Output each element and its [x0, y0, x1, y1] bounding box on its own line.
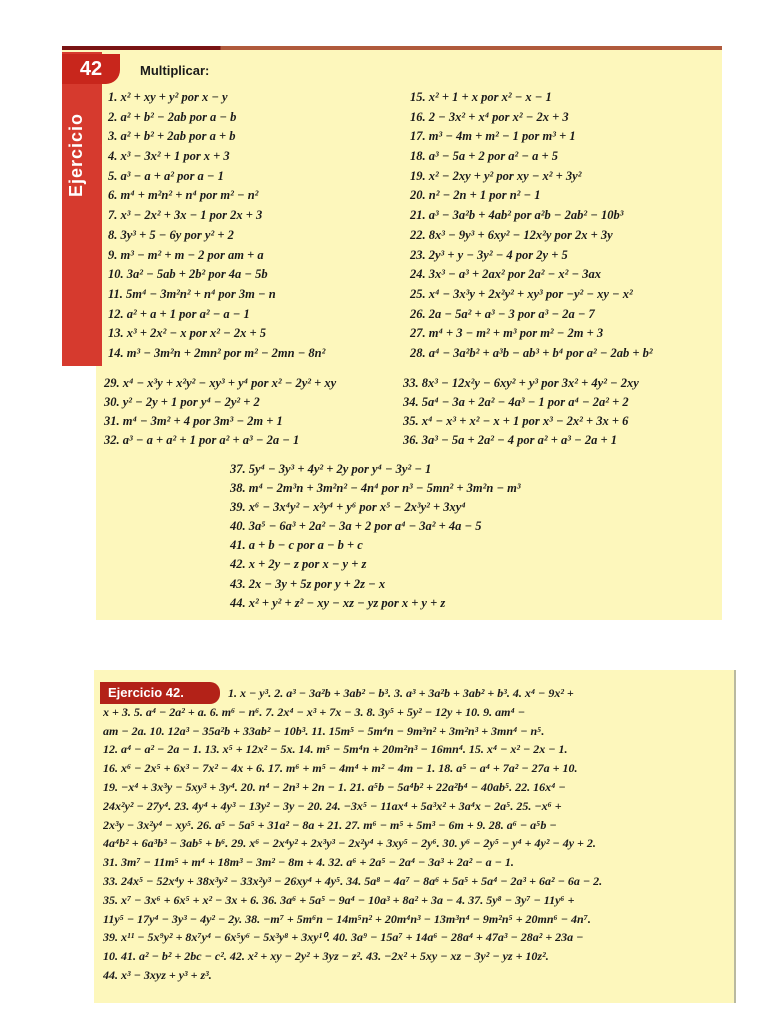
exercise-item: 6. m⁴ + m²n² + n⁴ por m² − n²	[108, 188, 259, 203]
exercise-item: 20. n² − 2n + 1 por n² − 1	[410, 188, 541, 203]
exercise-column-center	[230, 460, 521, 613]
exercise-item: 25. x⁴ − 3x³y + 2x²y² + xy³ por −y² − xy − x²	[410, 286, 633, 301]
exercise-item: 9. m³ − m² + m − 2 por am + a	[108, 247, 264, 262]
exercise-column-mid-right	[403, 374, 639, 450]
answer-line: 31. 3m⁷ − 11m⁵ + m⁴ + 18m³ − 3m² − 8m + 4. 32. a⁶ + 2a⁵ − 2a⁴ − 3a³ + 2a² − a − 1.	[103, 855, 514, 870]
exercise-instruction: Multiplicar:	[140, 63, 210, 78]
exercise-column-left	[108, 88, 325, 364]
exercise-item: 28. a⁴ − 3a²b² + a³b − ab³ + b⁴ por a² − 2ab + b²	[410, 345, 653, 360]
answer-line: 33. 24x⁵ − 52x⁴y + 38x³y² − 33x²y³ − 26xy⁴ + 4y⁵. 34. 5a⁸ − 4a⁷ − 8a⁶ + 5a⁵ + 5a⁴ − 2a³ + 6a² − 6a − 2.	[103, 873, 603, 888]
exercise-item: 2. a² + b² − 2ab por a − b	[108, 109, 237, 124]
answer-line: 10. 41. a² − b² + 2bc − c². 42. x² + xy − 2y² + 3yz − z². 43. −2x² + 5xy − xz − 3y² − yz + 10z².	[103, 949, 549, 964]
answer-line: 24x²y² − 27y⁴. 23. 4y⁴ + 4y³ − 13y² − 3y − 20. 24. −3x⁵ − 11ax⁴ + 5a³x² + 3a⁴x − 2a⁵. 25. −x⁶ +	[103, 798, 562, 813]
answer-line: 35. x⁷ − 3x⁶ + 6x⁵ + x² − 3x + 6. 36. 3a⁶ + 5a⁵ − 9a⁴ − 10a³ + 8a² + 3a − 4. 37. 5y⁸ − 3y⁷ − 11y⁶ +	[103, 892, 575, 907]
exercise-item: 1. x² + xy + y² por x − y	[108, 90, 228, 104]
exercise-item: 43. 2x − 3y + 5z por y + 2z − x	[230, 576, 386, 591]
answer-line: x + 3. 5. a⁴ − 2a² + a. 6. m⁶ − n⁶. 7. 2x⁴ − x³ + 7x − 3. 8. 3y⁵ + 5y² − 12y + 10. 9. am⁴ −	[103, 704, 525, 719]
exercise-item: 16. 2 − 3x² + x⁴ por x² − 2x + 3	[410, 109, 569, 124]
exercise-item: 31. m⁴ − 3m² + 4 por 3m³ − 2m + 1	[104, 414, 283, 428]
exercise-item: 44. x² + y² + z² − xy − xz − yz por x + y + z	[230, 595, 446, 610]
exercise-column-mid-left	[104, 374, 336, 450]
answers-title: Ejercicio 42.	[100, 682, 220, 704]
exercise-item: 33. 8x³ − 12x²y − 6xy² + y³ por 3x² + 4y² − 2xy	[403, 376, 639, 390]
answer-line: 16. x⁶ − 2x⁵ + 6x³ − 7x² − 4x + 6. 17. m⁶ + m⁵ − 4m⁴ + m² − 4m − 1. 18. a⁵ − a⁴ + 7a² − 27a + 10.	[103, 761, 578, 776]
exercise-item: 39. x⁶ − 3x⁴y² − x²y⁴ + y⁶ por x⁵ − 2x³y² + 3xy⁴	[230, 500, 466, 515]
exercise-item: 26. 2a − 5a² + a³ − 3 por a³ − 2a − 7	[410, 306, 595, 321]
exercise-item: 17. m³ − 4m + m² − 1 por m³ + 1	[410, 129, 576, 144]
exercise-item: 15. x² + 1 + x por x² − x − 1	[410, 90, 552, 104]
exercise-item: 23. 2y³ + y − 3y² − 4 por 2y + 5	[410, 247, 568, 262]
exercise-item: 24. 3x³ − a³ + 2ax² por 2a² − x² − 3ax	[410, 267, 601, 282]
exercise-item: 40. 3a⁵ − 6a³ + 2a² − 3a + 2 por a⁴ − 3a² + 4a − 5	[230, 519, 482, 534]
exercise-item: 18. a³ − 5a + 2 por a² − a + 5	[410, 149, 559, 164]
answer-line: 4a⁴b² + 6a³b³ − 3ab⁵ + b⁶. 29. x⁶ − 2x⁴y² + 2x³y³ − 2x²y⁴ + 3xy⁵ − 2y⁶. 30. y⁶ − 2y⁵ − y⁴ + 4y² − 4y + 2.	[103, 836, 596, 851]
exercise-item: 34. 5a⁴ − 3a + 2a² − 4a³ − 1 por a⁴ − 2a² + 2	[403, 395, 629, 409]
exercise-item: 29. x⁴ − x³y + x²y² − xy³ + y⁴ por x² − 2y² + xy	[104, 376, 337, 390]
answer-line: 19. −x⁴ + 3x³y − 5xy³ + 3y⁴. 20. n⁴ − 2n³ + 2n − 1. 21. a⁵b − 5a⁴b² + 22a²b⁴ − 40ab⁵. 22. 16x⁴ −	[103, 779, 566, 794]
exercise-number: 42	[62, 54, 120, 84]
exercise-item: 7. x³ − 2x² + 3x − 1 por 2x + 3	[108, 208, 263, 223]
exercise-column-right	[410, 88, 653, 364]
exercise-item: 32. a³ − a + a² + 1 por a² + a³ − 2a − 1	[104, 433, 300, 447]
answer-line: 2x³y − 3x²y⁴ − xy⁵. 26. a⁵ − 5a⁵ + 31a² − 8a + 21. 27. m⁶ − m⁵ + 5m³ − 6m + 9. 28. a⁶ − a⁵b −	[103, 817, 557, 832]
answer-line: am − 2a. 10. 12a³ − 35a²b + 33ab² − 10b³. 11. 15m⁵ − 5m⁴n − 9m³n² + 3m²n³ + 3mn⁴ − n⁵.	[103, 723, 545, 738]
answer-line: 39. x¹¹ − 5x⁹y² + 8x⁷y⁴ − 6x⁵y⁶ − 5x³y⁸ + 3xy¹⁰. 40. 3a⁹ − 15a⁷ + 14a⁶ − 28a⁴ + 47a³ − 28a² + 23a −	[103, 930, 584, 945]
exercise-item: 3. a² + b² + 2ab por a + b	[108, 129, 236, 144]
exercise-item: 5. a³ − a + a² por a − 1	[108, 168, 224, 183]
exercise-item: 38. m⁴ − 2m³n + 3m²n² − 4n⁴ por n³ − 5mn² + 3m²n − m³	[230, 481, 521, 496]
exercise-tab-label: Ejercicio	[66, 112, 86, 198]
exercise-item: 13. x³ + 2x² − x por x² − 2x + 5	[108, 326, 267, 341]
panel-top-border	[62, 46, 722, 50]
answer-line: 44. x³ − 3xyz + y³ + z³.	[103, 967, 212, 982]
answer-line: 1. x − y³. 2. a³ − 3a²b + 3ab² − b³. 3. a³ + 3a²b + 3ab² + b³. 4. x⁴ − 9x² +	[228, 686, 574, 700]
exercise-item: 11. 5m⁴ − 3m²n² + n⁴ por 3m − n	[108, 286, 276, 301]
exercise-item: 37. 5y⁴ − 3y³ + 4y² + 2y por y⁴ − 3y² − 1	[230, 462, 432, 476]
exercise-item: 4. x³ − 3x² + 1 por x + 3	[108, 149, 230, 164]
exercise-item: 42. x + 2y − z por x − y + z	[230, 557, 367, 572]
exercise-item: 22. 8x³ − 9y³ + 6xy² − 12x²y por 2x + 3y	[410, 227, 613, 242]
answer-line: 12. a⁴ − a² − 2a − 1. 13. x⁵ + 12x² − 5x. 14. m⁵ − 5m⁴n + 20m²n³ − 16mn⁴. 15. x⁴ − x² − 2x − 1.	[103, 742, 568, 757]
exercise-item: 14. m³ − 3m²n + 2mn² por m² − 2mn − 8n²	[108, 345, 326, 360]
exercise-item: 27. m⁴ + 3 − m² + m³ por m² − 2m + 3	[410, 326, 604, 341]
exercise-item: 35. x⁴ − x³ + x² − x + 1 por x³ − 2x² + 3x + 6	[403, 414, 629, 428]
exercise-item: 10. 3a² − 5ab + 2b² por 4a − 5b	[108, 267, 268, 282]
exercise-item: 8. 3y³ + 5 − 6y por y² + 2	[108, 227, 234, 242]
exercise-item: 41. a + b − c por a − b + c	[230, 538, 363, 553]
exercise-item: 21. a³ − 3a²b + 4ab² por a²b − 2ab² − 10b³	[410, 208, 624, 223]
exercise-item: 36. 3a³ − 5a + 2a² − 4 por a² + a³ − 2a + 1	[403, 433, 617, 447]
exercise-item: 19. x² − 2xy + y² por xy − x² + 3y²	[410, 168, 582, 183]
answers-text	[103, 684, 728, 985]
answer-line: 11y⁵ − 17y⁴ − 3y³ − 4y² − 2y. 38. −m⁷ + 5m⁶n − 14m⁵n² + 20m⁴n³ − 13m³n⁴ − 9m²n⁵ + 20mn⁶ − 4n⁷.	[103, 911, 591, 926]
exercise-item: 12. a² + a + 1 por a² − a − 1	[108, 306, 250, 321]
exercise-item: 30. y² − 2y + 1 por y⁴ − 2y² + 2	[104, 395, 260, 409]
